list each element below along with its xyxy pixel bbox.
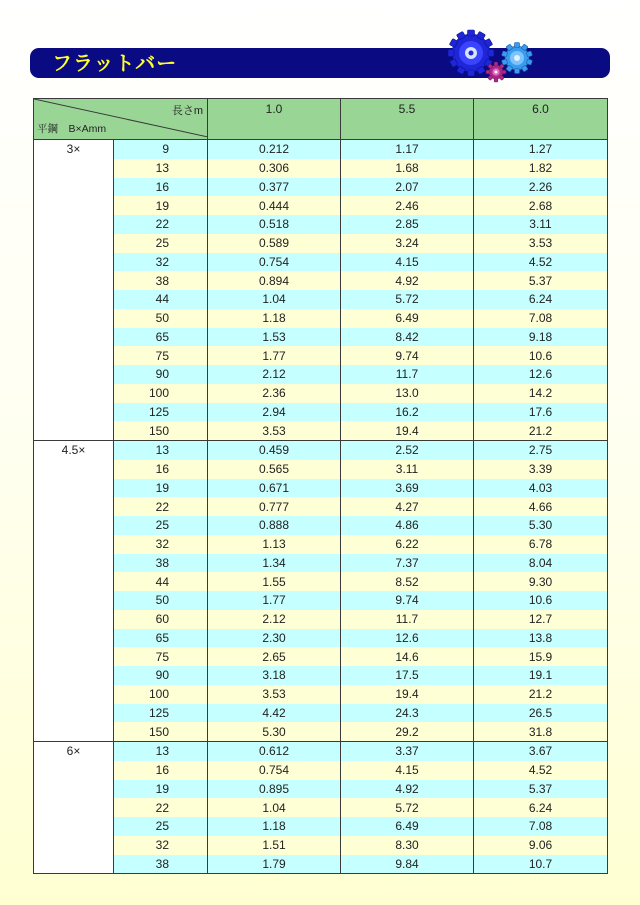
weight-cell: 8.30 (341, 836, 474, 855)
table-row (34, 384, 608, 403)
table-row (34, 196, 608, 215)
table-row (34, 178, 608, 197)
width-cell: 22 (114, 215, 208, 234)
table-row (34, 441, 608, 460)
width-cell: 100 (114, 685, 208, 704)
weight-cell: 0.212 (208, 140, 341, 159)
table-row (34, 647, 608, 666)
table-row (34, 535, 608, 554)
weight-cell: 6.49 (341, 817, 474, 836)
weight-cell: 19.1 (474, 666, 608, 685)
weight-cell: 1.13 (208, 535, 341, 554)
weight-cell: 10.6 (474, 346, 608, 365)
table-row (34, 497, 608, 516)
width-cell: 100 (114, 384, 208, 403)
width-cell: 50 (114, 591, 208, 610)
table-row (34, 685, 608, 704)
weight-cell: 29.2 (341, 722, 474, 741)
weight-cell: 4.15 (341, 761, 474, 780)
width-cell: 19 (114, 196, 208, 215)
weight-cell: 6.22 (341, 535, 474, 554)
width-cell: 38 (114, 271, 208, 290)
table-row (34, 516, 608, 535)
table-row (34, 215, 608, 234)
width-cell: 125 (114, 704, 208, 723)
weight-table (33, 98, 608, 874)
weight-cell: 3.53 (474, 234, 608, 253)
table-row (34, 836, 608, 855)
width-cell: 75 (114, 346, 208, 365)
weight-cell: 9.06 (474, 836, 608, 855)
weight-cell: 0.888 (208, 516, 341, 535)
weight-cell: 0.444 (208, 196, 341, 215)
width-cell: 9 (114, 140, 208, 159)
weight-cell: 2.52 (341, 441, 474, 460)
weight-cell: 4.03 (474, 479, 608, 498)
weight-cell: 5.72 (341, 798, 474, 817)
width-cell: 25 (114, 516, 208, 535)
weight-cell: 6.24 (474, 798, 608, 817)
weight-cell: 0.754 (208, 761, 341, 780)
weight-cell: 12.7 (474, 610, 608, 629)
width-cell: 38 (114, 554, 208, 573)
weight-cell: 8.52 (341, 572, 474, 591)
weight-cell: 3.11 (341, 460, 474, 479)
page-title: フラットバー (52, 51, 178, 75)
weight-cell: 3.24 (341, 234, 474, 253)
width-cell: 65 (114, 629, 208, 648)
weight-cell: 2.85 (341, 215, 474, 234)
width-cell: 32 (114, 253, 208, 272)
weight-cell: 5.37 (474, 780, 608, 799)
table-row (34, 328, 608, 347)
weight-cell: 12.6 (341, 629, 474, 648)
weight-cell: 17.5 (341, 666, 474, 685)
weight-cell: 0.589 (208, 234, 341, 253)
table-row (34, 271, 608, 290)
thickness-cell: 6× (34, 742, 114, 874)
weight-cell: 0.565 (208, 460, 341, 479)
weight-cell: 9.18 (474, 328, 608, 347)
weight-cell: 2.75 (474, 441, 608, 460)
gears-icon (443, 28, 538, 84)
weight-cell: 5.72 (341, 290, 474, 309)
weight-cell: 2.94 (208, 403, 341, 422)
width-cell: 90 (114, 666, 208, 685)
weight-cell: 31.8 (474, 722, 608, 741)
table-row (34, 722, 608, 741)
weight-cell: 14.6 (341, 647, 474, 666)
weight-cell: 0.777 (208, 497, 341, 516)
weight-cell: 7.37 (341, 554, 474, 573)
weight-cell: 3.69 (341, 479, 474, 498)
weight-cell: 4.42 (208, 704, 341, 723)
table-row (34, 855, 608, 874)
table-row (34, 798, 608, 817)
weight-cell: 19.4 (341, 685, 474, 704)
table-row (34, 591, 608, 610)
weight-cell: 1.34 (208, 554, 341, 573)
weight-cell: 26.5 (474, 704, 608, 723)
table-row (34, 704, 608, 723)
weight-cell: 3.53 (208, 421, 341, 440)
weight-cell: 0.671 (208, 479, 341, 498)
weight-cell: 10.6 (474, 591, 608, 610)
weight-cell: 1.77 (208, 346, 341, 365)
table-row (34, 666, 608, 685)
width-cell: 25 (114, 817, 208, 836)
weight-cell: 13.8 (474, 629, 608, 648)
table-row (34, 610, 608, 629)
thickness-cell: 3× (34, 140, 114, 441)
weight-cell: 3.67 (474, 742, 608, 761)
width-cell: 25 (114, 234, 208, 253)
weight-cell: 5.30 (474, 516, 608, 535)
spec-label: 平鋼 B×Amm (37, 123, 107, 135)
weight-cell: 16.2 (341, 403, 474, 422)
weight-cell: 2.65 (208, 647, 341, 666)
weight-cell: 1.77 (208, 591, 341, 610)
weight-cell: 4.92 (341, 271, 474, 290)
weight-cell: 9.84 (341, 855, 474, 874)
weight-cell: 7.08 (474, 817, 608, 836)
width-cell: 19 (114, 479, 208, 498)
table-row (34, 140, 608, 159)
table-row (34, 479, 608, 498)
table-row (34, 761, 608, 780)
corner-header (34, 99, 208, 140)
weight-cell: 21.2 (474, 685, 608, 704)
weight-cell: 11.7 (341, 610, 474, 629)
table-row (34, 234, 608, 253)
weight-cell: 0.459 (208, 441, 341, 460)
weight-cell: 2.68 (474, 196, 608, 215)
weight-cell: 4.92 (341, 780, 474, 799)
weight-cell: 15.9 (474, 647, 608, 666)
weight-cell: 1.17 (341, 140, 474, 159)
header-row (34, 99, 608, 140)
weight-cell: 12.6 (474, 365, 608, 384)
weight-cell: 10.7 (474, 855, 608, 874)
weight-cell: 1.55 (208, 572, 341, 591)
width-cell: 50 (114, 309, 208, 328)
length-header: 1.0 (208, 99, 341, 140)
weight-cell: 1.18 (208, 817, 341, 836)
weight-cell: 0.518 (208, 215, 341, 234)
weight-cell: 1.18 (208, 309, 341, 328)
table-row (34, 421, 608, 440)
weight-cell: 4.27 (341, 497, 474, 516)
weight-cell: 14.2 (474, 384, 608, 403)
width-cell: 44 (114, 290, 208, 309)
weight-cell: 17.6 (474, 403, 608, 422)
weight-cell: 7.08 (474, 309, 608, 328)
weight-cell: 11.7 (341, 365, 474, 384)
table-row (34, 780, 608, 799)
weight-cell: 2.12 (208, 610, 341, 629)
width-cell: 38 (114, 855, 208, 874)
width-cell: 13 (114, 742, 208, 761)
table-row (34, 346, 608, 365)
width-cell: 75 (114, 647, 208, 666)
weight-cell: 6.24 (474, 290, 608, 309)
weight-cell: 24.3 (341, 704, 474, 723)
weight-cell: 9.30 (474, 572, 608, 591)
length-label: 長さm (171, 105, 203, 117)
width-cell: 150 (114, 722, 208, 741)
weight-cell: 4.15 (341, 253, 474, 272)
weight-cell: 0.754 (208, 253, 341, 272)
table-row (34, 629, 608, 648)
weight-cell: 5.37 (474, 271, 608, 290)
weight-cell: 2.12 (208, 365, 341, 384)
weight-cell: 2.30 (208, 629, 341, 648)
weight-cell: 4.52 (474, 761, 608, 780)
weight-cell: 2.26 (474, 178, 608, 197)
weight-cell: 0.612 (208, 742, 341, 761)
weight-cell: 8.04 (474, 554, 608, 573)
weight-cell: 1.82 (474, 159, 608, 178)
weight-cell: 1.79 (208, 855, 341, 874)
width-cell: 22 (114, 497, 208, 516)
table-row (34, 742, 608, 761)
weight-cell: 1.04 (208, 798, 341, 817)
weight-cell: 3.11 (474, 215, 608, 234)
weight-cell: 5.30 (208, 722, 341, 741)
weight-cell: 2.36 (208, 384, 341, 403)
table-row (34, 290, 608, 309)
weight-cell: 0.377 (208, 178, 341, 197)
length-header: 6.0 (474, 99, 608, 140)
weight-cell: 3.53 (208, 685, 341, 704)
thickness-cell: 4.5× (34, 441, 114, 742)
table-row (34, 554, 608, 573)
width-cell: 16 (114, 178, 208, 197)
width-cell: 44 (114, 572, 208, 591)
weight-cell: 9.74 (341, 591, 474, 610)
weight-cell: 13.0 (341, 384, 474, 403)
weight-cell: 0.306 (208, 159, 341, 178)
table-row (34, 572, 608, 591)
width-cell: 125 (114, 403, 208, 422)
weight-cell: 9.74 (341, 346, 474, 365)
weight-cell: 6.78 (474, 535, 608, 554)
weight-cell: 19.4 (341, 421, 474, 440)
table-row (34, 365, 608, 384)
table-row (34, 817, 608, 836)
weight-cell: 6.49 (341, 309, 474, 328)
weight-cell: 4.86 (341, 516, 474, 535)
table-row (34, 309, 608, 328)
table-row (34, 159, 608, 178)
weight-cell: 3.37 (341, 742, 474, 761)
weight-cell: 4.52 (474, 253, 608, 272)
weight-cell: 1.68 (341, 159, 474, 178)
width-cell: 150 (114, 421, 208, 440)
width-cell: 16 (114, 460, 208, 479)
weight-cell: 21.2 (474, 421, 608, 440)
weight-cell: 0.895 (208, 780, 341, 799)
width-cell: 16 (114, 761, 208, 780)
weight-cell: 2.46 (341, 196, 474, 215)
width-cell: 13 (114, 441, 208, 460)
weight-cell: 1.51 (208, 836, 341, 855)
table-row (34, 460, 608, 479)
weight-cell: 2.07 (341, 178, 474, 197)
weight-cell: 1.04 (208, 290, 341, 309)
weight-cell: 1.27 (474, 140, 608, 159)
width-cell: 60 (114, 610, 208, 629)
width-cell: 19 (114, 780, 208, 799)
weight-cell: 0.894 (208, 271, 341, 290)
width-cell: 32 (114, 836, 208, 855)
weight-cell: 1.53 (208, 328, 341, 347)
width-cell: 22 (114, 798, 208, 817)
table-row (34, 253, 608, 272)
weight-cell: 4.66 (474, 497, 608, 516)
length-header: 5.5 (341, 99, 474, 140)
width-cell: 65 (114, 328, 208, 347)
width-cell: 90 (114, 365, 208, 384)
width-cell: 13 (114, 159, 208, 178)
width-cell: 32 (114, 535, 208, 554)
weight-cell: 8.42 (341, 328, 474, 347)
weight-cell: 3.18 (208, 666, 341, 685)
table-row (34, 403, 608, 422)
weight-cell: 3.39 (474, 460, 608, 479)
